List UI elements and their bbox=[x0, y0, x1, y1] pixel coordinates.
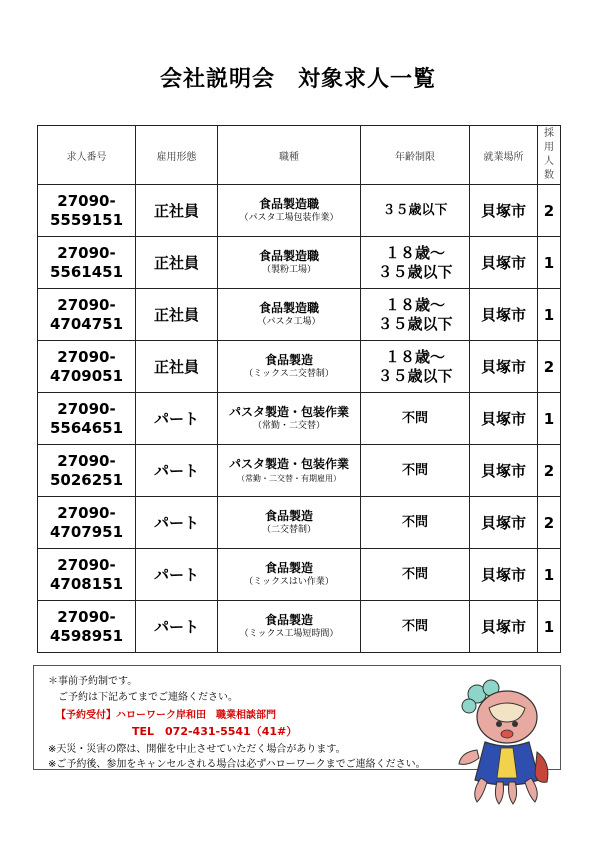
job-number-suffix: 4598951 bbox=[49, 626, 124, 645]
job-type-name: 食品製造職 bbox=[258, 301, 319, 315]
job-number-cell bbox=[38, 185, 136, 237]
age-limit-cell bbox=[361, 549, 470, 601]
job-number-cell bbox=[38, 445, 136, 497]
table-row bbox=[38, 549, 561, 601]
work-location-cell bbox=[470, 237, 538, 289]
employment-type: 正社員 bbox=[153, 306, 199, 324]
work-location: 貝塚市 bbox=[480, 410, 526, 428]
job-type-cell bbox=[218, 601, 361, 653]
work-location-cell bbox=[470, 445, 538, 497]
employment-type-cell bbox=[136, 549, 218, 601]
age-limit-line1: 不問 bbox=[401, 619, 428, 634]
job-type-detail: （ミックスはい作業） bbox=[244, 577, 334, 587]
work-location: 貝塚市 bbox=[480, 462, 526, 480]
hiring-count: 1 bbox=[543, 306, 555, 324]
job-number-prefix: 27090- bbox=[57, 347, 116, 366]
job-number-cell bbox=[38, 549, 136, 601]
table-row bbox=[38, 289, 561, 341]
employment-type: パート bbox=[153, 410, 199, 428]
employment-type: パート bbox=[153, 462, 199, 480]
job-type-cell bbox=[218, 497, 361, 549]
job-number-suffix: 5559151 bbox=[49, 210, 124, 229]
job-number-prefix: 27090- bbox=[57, 399, 116, 418]
job-number-suffix: 4708151 bbox=[49, 574, 124, 593]
employment-type-cell bbox=[136, 601, 218, 653]
work-location: 貝塚市 bbox=[480, 306, 526, 324]
employment-type-cell bbox=[136, 185, 218, 237]
job-number-prefix: 27090- bbox=[57, 503, 116, 522]
job-type-cell bbox=[218, 237, 361, 289]
work-location-cell bbox=[470, 497, 538, 549]
job-type-name: 食品製造職 bbox=[258, 197, 319, 211]
job-type-cell bbox=[218, 393, 361, 445]
job-type-detail: （二交替制） bbox=[261, 525, 316, 535]
job-number-cell bbox=[38, 289, 136, 341]
age-limit-line1: 不問 bbox=[401, 411, 428, 426]
job-number-prefix: 27090- bbox=[57, 243, 116, 262]
age-limit-line1: 不問 bbox=[401, 515, 428, 530]
page-title: 会社説明会 対象求人一覧 bbox=[159, 67, 436, 92]
hiring-count: 1 bbox=[543, 254, 555, 272]
header-hiring-count-char: 用 bbox=[544, 142, 554, 153]
age-limit-line1: 不問 bbox=[401, 567, 428, 582]
employment-type-cell bbox=[136, 341, 218, 393]
job-listing-table bbox=[37, 125, 561, 653]
notice-phone-number: TEL 072-431-5541（41#） bbox=[132, 725, 298, 738]
hiring-count: 2 bbox=[543, 514, 555, 532]
hiring-count: 1 bbox=[543, 618, 555, 636]
job-number-prefix: 27090- bbox=[57, 451, 116, 470]
job-number-prefix: 27090- bbox=[57, 555, 116, 574]
octopus-mascot-illustration bbox=[447, 672, 559, 807]
job-type-name: パスタ製造・包装作業 bbox=[228, 457, 349, 471]
age-limit-cell bbox=[361, 341, 470, 393]
age-limit-cell bbox=[361, 289, 470, 341]
header-hiring-count-char: 数 bbox=[544, 170, 554, 181]
age-limit-line1: 不問 bbox=[401, 463, 428, 478]
employment-type: パート bbox=[153, 566, 199, 584]
job-type-detail: （パスタ工場） bbox=[257, 317, 321, 327]
work-location: 貝塚市 bbox=[480, 618, 526, 636]
age-limit-line2: ３５歳以下 bbox=[377, 262, 453, 281]
hiring-count: 2 bbox=[543, 462, 555, 480]
job-number-prefix: 27090- bbox=[57, 607, 116, 626]
work-location-cell bbox=[470, 601, 538, 653]
table-row bbox=[38, 601, 561, 653]
mascot-mouth bbox=[501, 730, 513, 738]
job-type-name: 食品製造 bbox=[264, 509, 313, 523]
hiring-count-cell bbox=[538, 237, 561, 289]
job-type-cell bbox=[218, 549, 361, 601]
job-type-detail: （パスタ工場包装作業） bbox=[239, 213, 339, 223]
table-row bbox=[38, 341, 561, 393]
age-limit-cell bbox=[361, 237, 470, 289]
work-location: 貝塚市 bbox=[480, 254, 526, 272]
employment-type-cell bbox=[136, 445, 218, 497]
hiring-count-cell bbox=[538, 601, 561, 653]
employment-type-cell bbox=[136, 497, 218, 549]
mascot-eye-left bbox=[496, 721, 502, 727]
job-type-name: 食品製造 bbox=[264, 561, 313, 575]
hiring-count-cell bbox=[538, 185, 561, 237]
age-limit-line1: １８歳～ bbox=[384, 295, 445, 314]
job-number-prefix: 27090- bbox=[57, 295, 116, 314]
header-hiring-count bbox=[538, 126, 561, 185]
job-type-detail: （製粉工場） bbox=[261, 265, 316, 275]
age-limit-line2: ３５歳以下 bbox=[377, 366, 453, 385]
job-type-name: 食品製造職 bbox=[258, 249, 319, 263]
header-employment-type: 雇用形態 bbox=[136, 126, 218, 185]
table-row bbox=[38, 185, 561, 237]
job-number-cell bbox=[38, 393, 136, 445]
job-number-suffix: 5026251 bbox=[49, 470, 124, 489]
age-limit-cell bbox=[361, 185, 470, 237]
age-limit-line1: １８歳～ bbox=[384, 347, 445, 366]
age-limit-line1: ３５歳以下 bbox=[382, 203, 448, 218]
job-number-suffix: 5564651 bbox=[49, 418, 124, 437]
work-location: 貝塚市 bbox=[480, 566, 526, 584]
age-limit-cell bbox=[361, 393, 470, 445]
hiring-count: 1 bbox=[543, 566, 555, 584]
age-limit-line2: ３５歳以下 bbox=[377, 314, 453, 333]
job-type-cell bbox=[218, 341, 361, 393]
age-limit-cell bbox=[361, 445, 470, 497]
notice-reception-office: 【予約受付】ハローワーク岸和田 職業相談部門 bbox=[56, 710, 276, 721]
employment-type-cell bbox=[136, 237, 218, 289]
hiring-count: 2 bbox=[543, 202, 555, 220]
mascot-eye-right bbox=[512, 721, 518, 727]
age-limit-cell bbox=[361, 601, 470, 653]
header-age-limit: 年齢制限 bbox=[361, 126, 470, 185]
mascot-bag bbox=[535, 752, 548, 782]
hiring-count: 1 bbox=[543, 410, 555, 428]
notice-cancel-contact: ※ご予約後、参加をキャンセルされる場合は必ずハローワークまでご連絡ください。 bbox=[48, 759, 426, 770]
table-row bbox=[38, 237, 561, 289]
age-limit-cell bbox=[361, 497, 470, 549]
employment-type: 正社員 bbox=[153, 358, 199, 376]
hiring-count: 2 bbox=[543, 358, 555, 376]
job-type-detail: （ミックス工場短時間） bbox=[239, 629, 339, 639]
employment-type-cell bbox=[136, 393, 218, 445]
table-row bbox=[38, 445, 561, 497]
mascot-sash bbox=[497, 748, 517, 778]
job-number-suffix: 5561451 bbox=[49, 262, 124, 281]
notice-contact-instruction: ご予約は下記あてまでご連絡ください。 bbox=[58, 692, 238, 703]
header-work-location: 就業場所 bbox=[470, 126, 538, 185]
job-number-prefix: 27090- bbox=[57, 191, 116, 210]
job-number-cell bbox=[38, 237, 136, 289]
job-number-suffix: 4709051 bbox=[49, 366, 124, 385]
work-location: 貝塚市 bbox=[480, 514, 526, 532]
notice-disaster-cancellation: ※天災・災害の際は、開催を中止させていただく場合があります。 bbox=[48, 744, 346, 755]
job-type-cell bbox=[218, 445, 361, 497]
job-type-cell bbox=[218, 185, 361, 237]
job-type-name: 食品製造 bbox=[264, 613, 313, 627]
job-type-detail: （ミックス二交替制） bbox=[244, 369, 334, 379]
job-number-suffix: 4707951 bbox=[49, 522, 124, 541]
header-hiring-count-char: 人 bbox=[544, 156, 554, 167]
job-number-suffix: 4704751 bbox=[49, 314, 124, 333]
employment-type: 正社員 bbox=[153, 254, 199, 272]
work-location-cell bbox=[470, 185, 538, 237]
table-row bbox=[38, 497, 561, 549]
work-location-cell bbox=[470, 549, 538, 601]
work-location-cell bbox=[470, 289, 538, 341]
hiring-count-cell bbox=[538, 341, 561, 393]
header-job-type: 職種 bbox=[218, 126, 361, 185]
job-number-cell bbox=[38, 601, 136, 653]
hiring-count-cell bbox=[538, 289, 561, 341]
job-number-cell bbox=[38, 497, 136, 549]
hiring-count-cell bbox=[538, 549, 561, 601]
job-type-name: 食品製造 bbox=[264, 353, 313, 367]
age-limit-line1: １８歳～ bbox=[384, 243, 445, 262]
employment-type: パート bbox=[153, 618, 199, 636]
table-row bbox=[38, 393, 561, 445]
hiring-count-cell bbox=[538, 445, 561, 497]
job-type-detail: （常勤・二交替） bbox=[252, 421, 325, 431]
job-type-name: パスタ製造・包装作業 bbox=[228, 405, 349, 419]
employment-type: パート bbox=[153, 514, 199, 532]
header-hiring-count-char: 採 bbox=[544, 128, 554, 139]
work-location-cell bbox=[470, 341, 538, 393]
work-location-cell bbox=[470, 393, 538, 445]
work-location: 貝塚市 bbox=[480, 358, 526, 376]
table-header-row bbox=[38, 126, 561, 185]
header-job-number: 求人番号 bbox=[38, 126, 136, 185]
notice-reservation-required: ＊事前予約制です。 bbox=[48, 676, 138, 687]
job-type-cell bbox=[218, 289, 361, 341]
job-type-detail: （常勤・二交替・有期雇用） bbox=[237, 474, 341, 483]
hiring-count-cell bbox=[538, 497, 561, 549]
work-location: 貝塚市 bbox=[480, 202, 526, 220]
employment-type: 正社員 bbox=[153, 202, 199, 220]
job-number-cell bbox=[38, 341, 136, 393]
employment-type-cell bbox=[136, 289, 218, 341]
hiring-count-cell bbox=[538, 393, 561, 445]
